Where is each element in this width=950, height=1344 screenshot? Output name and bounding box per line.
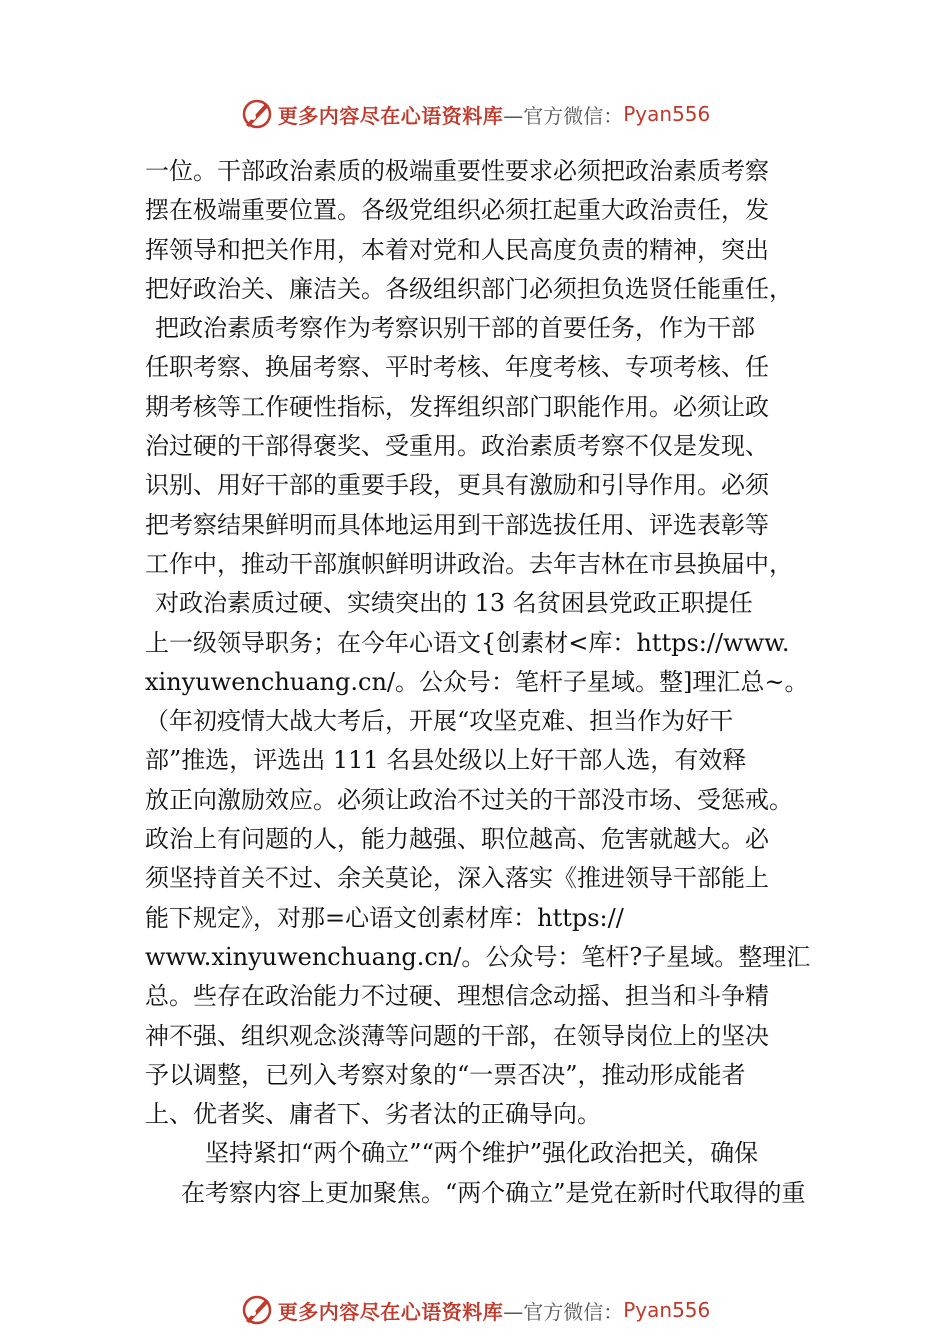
watermark-banner-top (0, 94, 950, 134)
text-line: 一位。干部政治素质的极端重要性要求必须把政治素质考察 (145, 157, 769, 185)
watermark-banner-bottom (0, 1290, 950, 1330)
text-line: 对政治素质过硬、实绩突出的 13 名贫困县党政正职提任 (155, 589, 753, 618)
text-line: 把政治素质考察作为考察识别干部的首要任务，作为干部 (155, 314, 755, 343)
text-line: 在考察内容上更加聚焦。“两个确立”是党在新时代取得的重 (181, 1178, 806, 1207)
text-line: 总。些存在政治能力不过硬、理想信念动摇、担当和斗争精 (145, 982, 769, 1011)
watermark-id: Pyan556 (623, 1298, 711, 1322)
text-line: 摆在极端重要位置。各级党组织必须扛起重大政治责任，发 (145, 196, 769, 225)
text-line: xinyuwenchuang.cn/。公众号：笔杆子星域。整]理汇总~。 (145, 667, 809, 696)
text-line: 须坚持首关不过、余关莫论，深入落实《推进领导干部能上 (145, 864, 769, 893)
text-line: （年初疫情大战大考后，开展“攻坚克难、担当作为好干 (145, 707, 734, 736)
watermark-id: Pyan556 (623, 102, 711, 126)
pen-logo-icon (240, 1293, 274, 1327)
text-line: 放正向激励效应。必须让政治不过关的干部没市场、受惩戒。 (145, 785, 793, 814)
text-line: 政治上有问题的人，能力越强、职位越高、危害就越大。必 (145, 825, 769, 854)
text-line: 把考察结果鲜明而具体地运用到干部选拔任用、评选表彰等 (145, 510, 769, 539)
text-line: 挥领导和把关作用，本着对党和人民高度负责的精神，突出 (145, 235, 769, 264)
text-line: 上、优者奖、庸者下、劣者汰的正确导向。 (145, 1100, 601, 1129)
pen-logo-icon (240, 97, 274, 131)
text-line: 予以调整，已列入考察对象的“一票否决”，推动形成能者 (145, 1060, 746, 1089)
text-line: www.xinyuwenchuang.cn/。公众号：笔杆?子星域。整理汇 (145, 942, 811, 971)
watermark-sub: —官方微信： (503, 103, 624, 128)
text-line: 能下规定》，对那=心语文创素材库：https:// (145, 903, 624, 932)
text-line: 坚持紧扣“两个确立”“两个维护”强化政治把关，确保 (205, 1139, 759, 1168)
text-line: 部”推选，评选出 111 名县处级以上好干部人选，有效释 (145, 746, 747, 775)
watermark-main: 更多内容尽在心语资料库 (277, 103, 504, 128)
text-line: 任职考察、换届考察、平时考核、年度考核、专项考核、任 (145, 353, 769, 382)
text-line: 神不强、组织观念淡薄等问题的干部，在领导岗位上的坚决 (145, 1021, 769, 1050)
document-body (145, 152, 825, 1213)
text-line: 上一级领导职务；在今年心语文{创素材<库：https://www. (145, 628, 790, 657)
text-line: 治过硬的干部得褒奖、受重用。政治素质考察不仅是发现、 (145, 432, 769, 461)
watermark-main: 更多内容尽在心语资料库 (277, 1299, 504, 1324)
text-line: 期考核等工作硬性指标，发挥组织部门职能作用。必须让政 (145, 392, 769, 421)
watermark-sub: —官方微信： (503, 1299, 624, 1324)
text-line: 工作中，推动干部旗帜鲜明讲政治。去年吉林在市县换届中， (145, 549, 793, 578)
text-line: 识别、用好干部的重要手段，更具有激励和引导作用。必须 (145, 471, 769, 500)
text-line: 把好政治关、廉洁关。各级组织部门必须担负选贤任能重任， (145, 274, 793, 303)
